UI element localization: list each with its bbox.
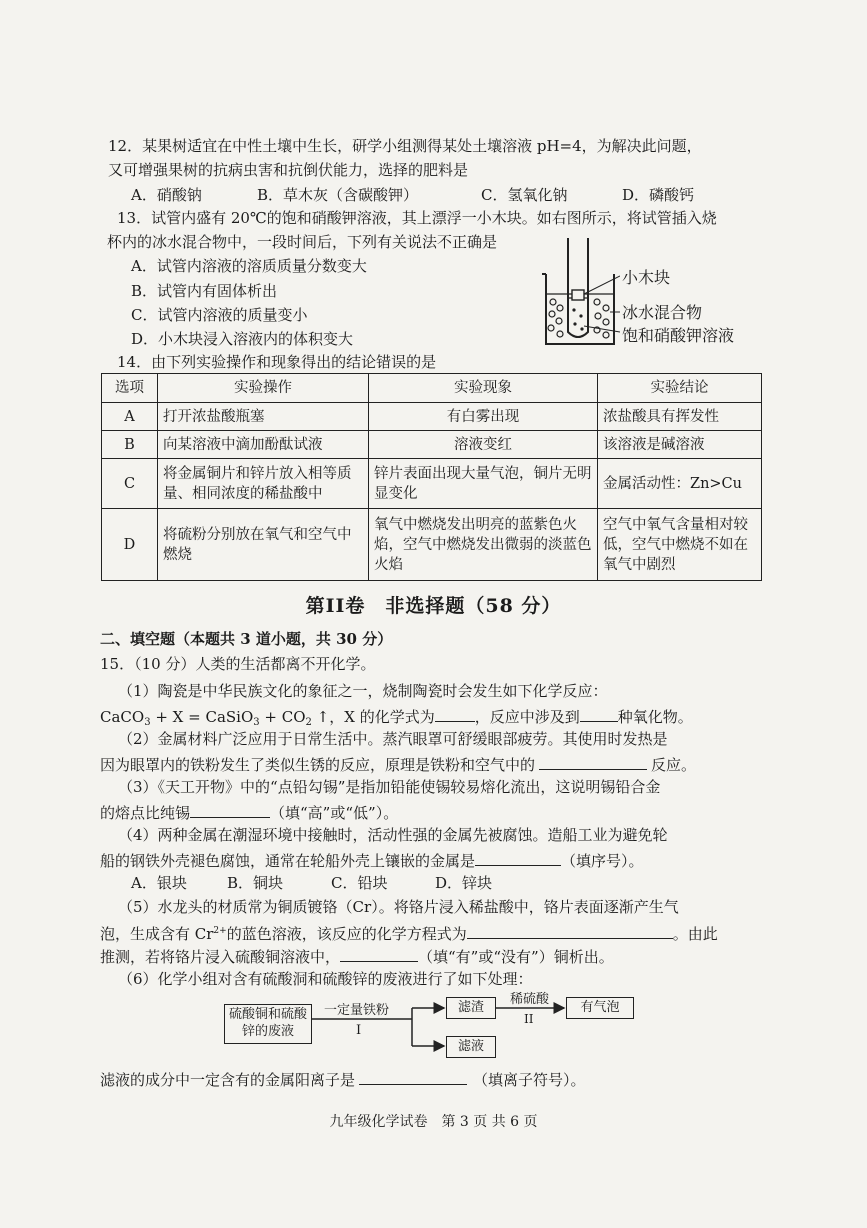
q14-line1: 14．由下列实验操作和现象得出的结论错误的是 [117,353,437,371]
flow-result-box: 有气泡 [566,997,634,1019]
q15-p5-line2: 泡，生成含有 $Cr^{2+}$的蓝色溶液，该反应的化学方程式为 。由此 [100,921,718,944]
table-cell: A [102,403,158,431]
table-cell: 锌片表面出现大量气泡，铜片无明显变化 [369,459,598,509]
q15-p6-line1: （6）化学小组对含有硫酸洞和硫酸锌的废液进行了如下处理： [118,970,533,988]
table-header: 实验现象 [369,374,598,403]
table-cell: 浓盐酸具有挥发性 [598,403,762,431]
flow-start-box: 硫酸铜和硫酸锌的废液 [224,1004,312,1044]
q12-option-d: D．磷酸钙 [622,186,695,204]
table-cell: B [102,431,158,459]
q15-intro: 15．（10 分）人类的生活都离不开化学。 [100,655,376,673]
table-cell: 该溶液是碱溶液 [598,431,762,459]
page-footer: 九年级化学试卷 第 3 页 共 6 页 [329,1114,538,1130]
blank-metal-cation[interactable] [359,1068,467,1085]
table-cell: D [102,509,158,581]
table-cell: 将金属铜片和锌片放入相等质量、相同浓度的稀盐酸中 [158,459,369,509]
table-row [102,431,762,459]
q15-p4-option-d: D．锌块 [435,874,493,892]
q12-option-c: C．氢氧化钠 [481,186,568,204]
part2-title: 二、填空题（本题共 3 道小题，共 30 分） [100,630,393,648]
q13-option-a: A．试管内溶液的溶质质量分数变大 [131,257,367,275]
q13-option-b: B．试管内有固体析出 [131,282,278,300]
table-cell: C [102,459,158,509]
table-row [102,509,762,581]
section-title: 第II卷 非选择题（58 分） [305,595,562,617]
process-flow-arrows [0,990,867,1060]
blank-embedded-metal[interactable] [475,849,561,866]
beaker-figure [540,236,620,348]
figure-label-wood-block: 小木块 [622,268,671,287]
q12-options [131,185,694,205]
table-header: 选项 [102,374,158,403]
q13-option-d: D．小木块浸入溶液内的体积变大 [131,330,354,348]
q15-p1-equation: CaCO$_3$ + X = CaSiO$_3$ + $CO_2$ ↑，X 的化学式为 ，反应中涉及到 种氧化物。 [100,705,693,733]
q12-line2: 又可增强果树的抗病虫害和抗倒伏能力，选择的肥料是 [108,161,469,179]
q13-option-c: C．试管内溶液的质量变小 [131,306,308,324]
q15-p1-line1: （1）陶瓷是中华民族文化的象征之一，烧制陶瓷时会发生如下化学反应： [118,682,608,700]
q15-p4-line1: （4）两种金属在潮湿环境中接触时，活动性强的金属先被腐蚀。造船工业为避免轮 [118,826,668,844]
table-cell: 向某溶液中滴加酚酞试液 [158,431,369,459]
q15-p2-line1: （2）金属材料广泛应用于日常生活中。蒸汽眼罩可舒缓眼部疲劳。其使用时发热是 [118,730,668,748]
flow-residue-box: 滤渣 [446,997,496,1019]
q15-p2-line2: 因为眼罩内的铁粉发生了类似生锈的反应，原理是铁粉和空气中的 反应。 [100,753,696,775]
q15-p4-option-b: B．铜块 [227,874,284,892]
table-header: 实验操作 [158,374,369,403]
table-cell: 氧气中燃烧发出明亮的蓝紫色火焰，空气中燃烧发出微弱的淡蓝色火焰 [369,509,598,581]
figure-label-ice-water: 冰水混合物 [622,303,703,322]
q12-option-b: B．草木灰（含碳酸钾） [257,186,419,204]
q12-line1: 12．某果树适宜在中性土壤中生长，研学小组测得某处土壤溶液 pH=4，为解决此问题， [108,137,702,155]
q15-p4-line2: 船的钢铁外壳褪色腐蚀，通常在轮船外壳上镶嵌的金属是 （填序号）。 [100,849,644,871]
figure-label-kno3-solution: 饱和硝酸钾溶液 [622,326,735,345]
blank-melting-point[interactable] [190,801,270,818]
experiment-table [101,373,762,581]
blank-oxide-count[interactable] [580,705,618,722]
flow-filtrate-box: 滤液 [446,1036,496,1058]
blank-air-component[interactable] [539,753,647,770]
table-header-row [102,374,762,403]
table-header: 实验结论 [598,374,762,403]
q15-p6-line2: 滤液的成分中一定含有的金属阳离子是 （填离子符号）。 [100,1068,586,1090]
flow-step2-number: II [524,1012,534,1026]
flow-step1-number: I [356,1023,362,1038]
q12-option-a: A．硝酸钠 [131,186,202,204]
table-row [102,403,762,431]
blank-x-formula[interactable] [435,705,475,722]
q15-p3-line1: （3）《天工开物》中的“点铅勾锡”是指加铅能使锡较易熔化流出，这说明锡铅合金 [118,778,661,796]
table-row [102,459,762,509]
table-cell: 溶液变红 [369,431,598,459]
table-cell: 打开浓盐酸瓶塞 [158,403,369,431]
q13-line1: 13．试管内盛有 20℃的饱和硝酸钾溶液，其上漂浮一小木块。如右图所示，将试管插入烧 [117,209,717,227]
table-cell: 空气中氧气含量相对较低，空气中燃烧不如在氧气中剧烈 [598,509,762,581]
flow-step2-label: 稀硫酸 [510,992,550,1007]
q15-p3-line2: 的熔点比纯锡 （填“高”或“低”）。 [100,801,398,823]
q15-p5-line1: （5）水龙头的材质常为铜质镀铬（Cr）。将铬片浸入稀盐酸中，铬片表面逐渐产生气 [118,898,679,916]
blank-copper-precipitate[interactable] [340,945,418,962]
blank-chemical-equation[interactable] [467,922,673,939]
q15-p5-line3: 推测，若将铬片浸入硫酸铜溶液中， （填“有”或“没有”）铜析出。 [100,945,614,967]
q15-p4-options [131,873,492,893]
flow-step1-label: 一定量铁粉 [324,1003,390,1018]
table-cell: 金属活动性：Zn>Cu [598,459,762,509]
q15-p4-option-c: C．铅块 [331,874,388,892]
table-cell: 有白雾出现 [369,403,598,431]
table-cell: 将硫粉分别放在氧气和空气中燃烧 [158,509,369,581]
q13-line2: 杯内的冰水混合物中，一段时间后，下列有关说法不正确是 [107,233,498,251]
q15-p4-option-a: A．银块 [131,874,187,892]
